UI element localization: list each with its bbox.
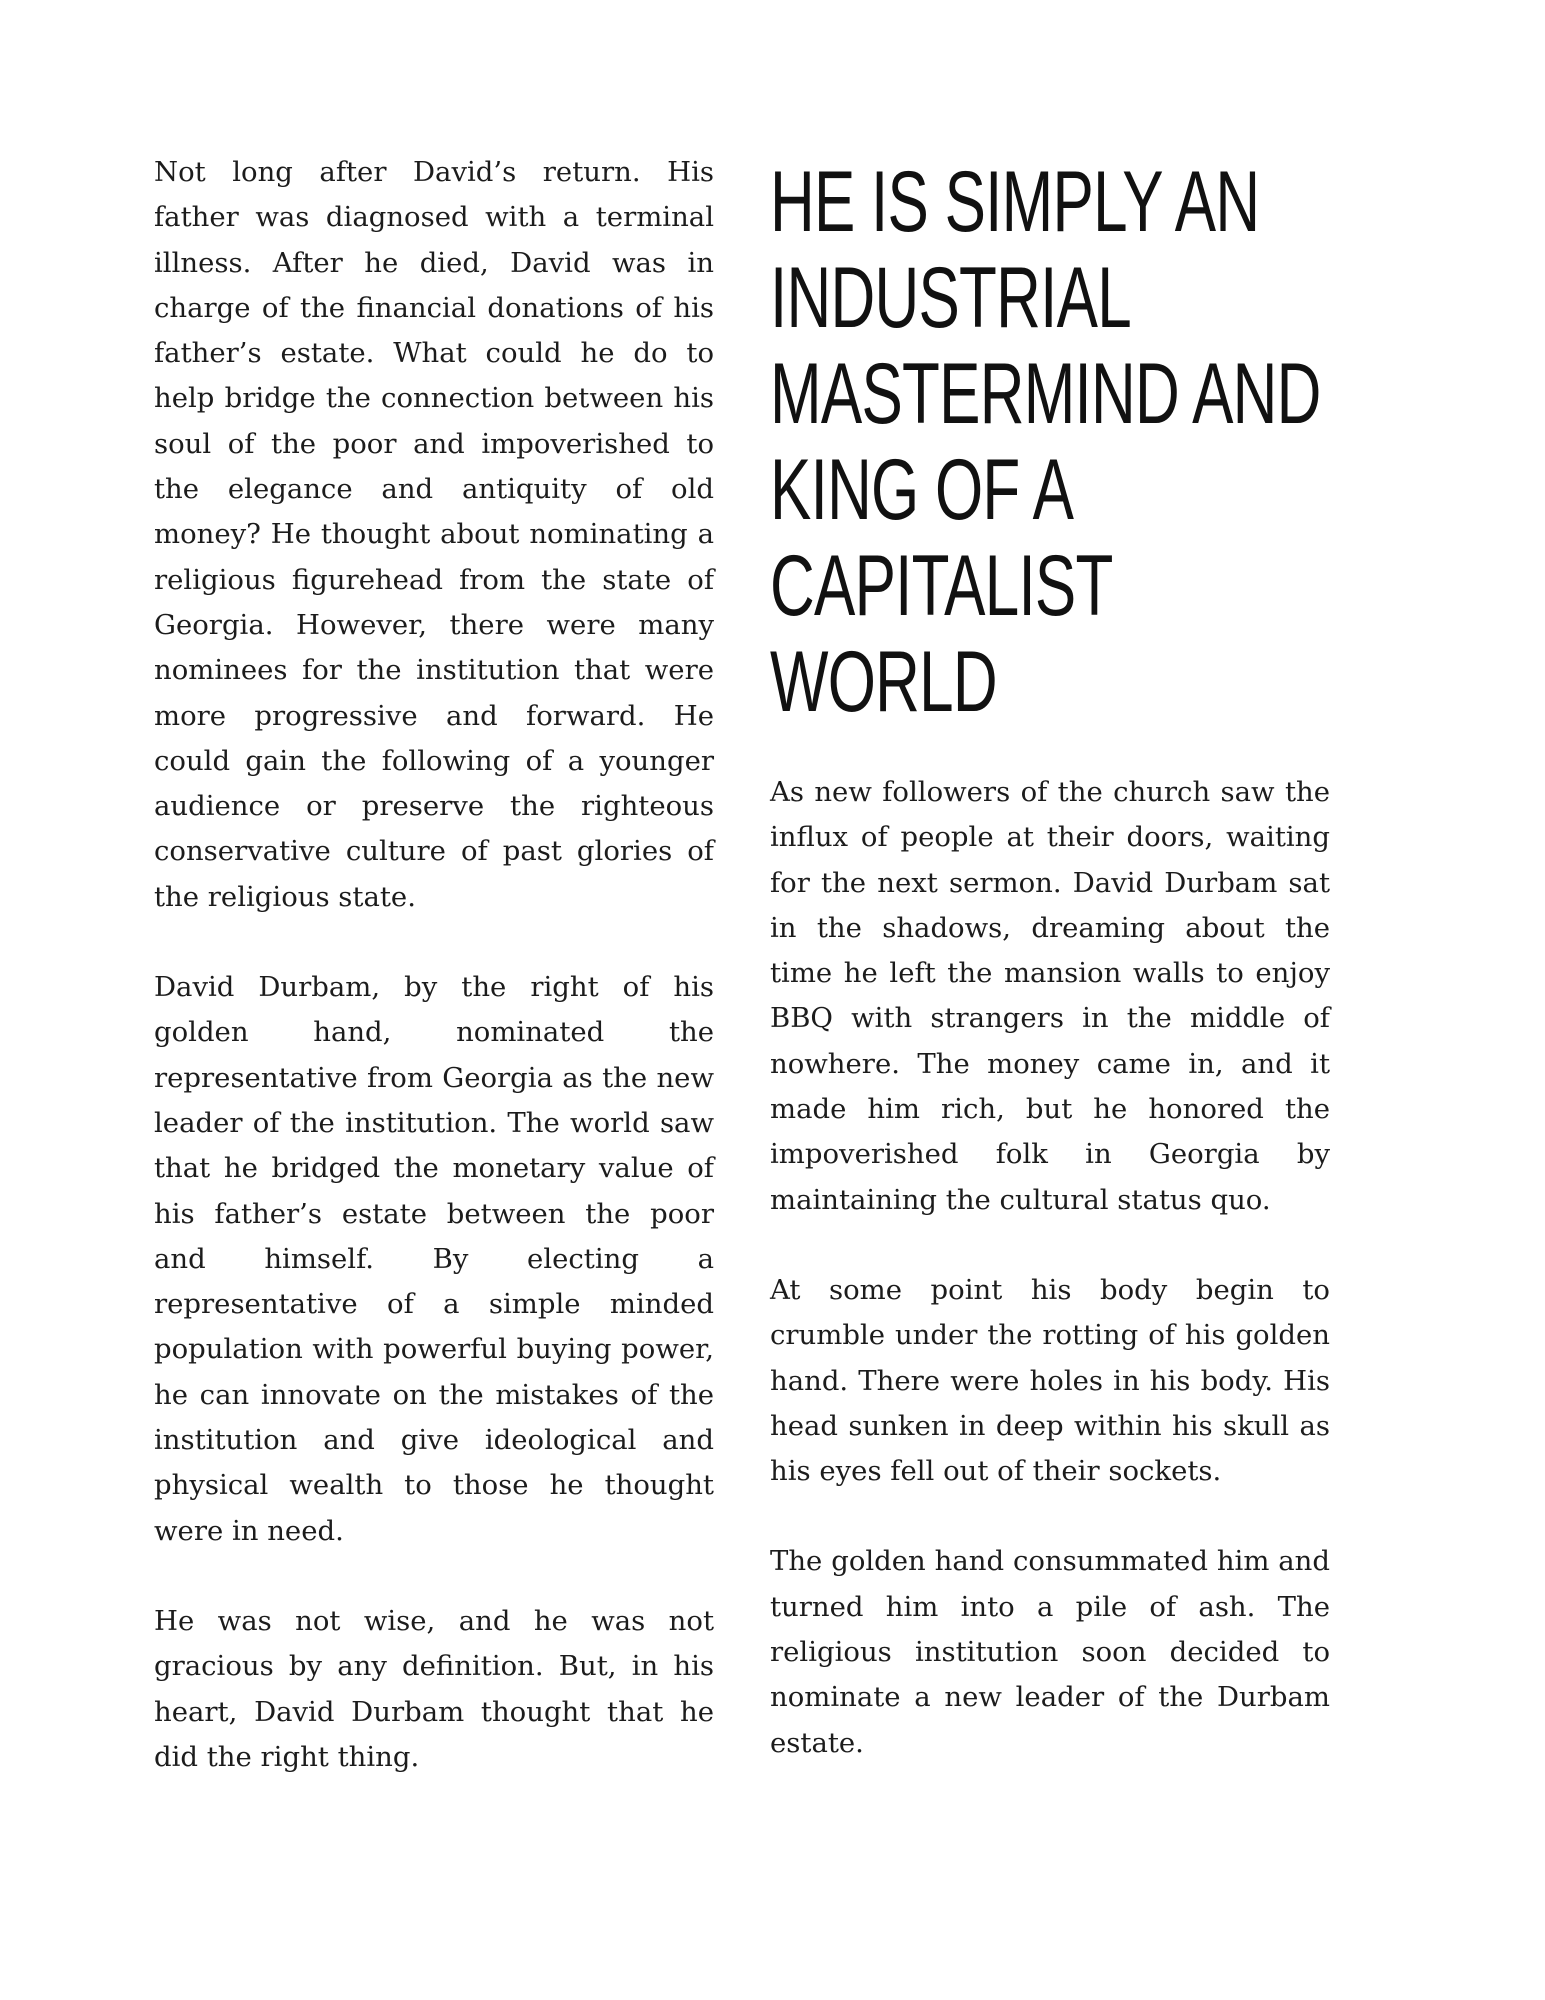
- paragraph: He was not wise, and he was not gracious by any definition. But, in his heart, David Durbam thought that he did the right thing.: [154, 1604, 714, 1773]
- paragraph: The golden hand consummated him and turned him into a pile of ash. The religious institution soon decided to nominate a new leader of the Durbam estate.: [770, 1545, 1330, 1759]
- paragraph: At some point his body begin to crumble under the rotting of his golden hand. There were holes in his body. His head sunken in deep within his skull as his eyes fell out of their sockets.: [770, 1273, 1330, 1488]
- paragraph: David Durbam, by the right of his golden hand, nominated the representative from Georgia as the new leader of the institution. The world saw that he bridged the monetary value of his father’s estate between the poor and himself. By electing a representative of a simple minded population with powerful buying power, he can innovate on the mistakes of the institution and give ideological and physical wealth to those he thought were in need.: [154, 971, 714, 1547]
- paragraph: Not long after David’s return. His father was diagnosed with a terminal illness. After he died, David was in charge of the financial donations of his father’s estate. What could he do to help bridge the connection between his soul of the poor and impoverished to the elegance and antiquity of old money? He thought about nominating a religious figurehead from the state of Georgia. However, there were many nominees for the institution that were more progressive and forward. He could gain the following of a younger audience or preserve the righteous conservative culture of past glories of the religious state.: [154, 156, 714, 913]
- pull-quote-headline: HE IS SIMPLY AN INDUSTRIAL MASTERMIND AND KING OF A CAPITALIST WORLD: [770, 154, 1321, 730]
- paragraph: As new followers of the church saw the influx of people at their doors, waiting for the next sermon. David Durbam sat in the shadows, dreaming about the time he left the mansion walls to enjoy BBQ with strangers in the middle of nowhere. The money came in, and it made him rich, but he honored the impoverished folk in Georgia by maintaining the cultural status quo.: [770, 776, 1330, 1216]
- right-column: [770, 150, 1330, 1811]
- left-column: [154, 150, 714, 1825]
